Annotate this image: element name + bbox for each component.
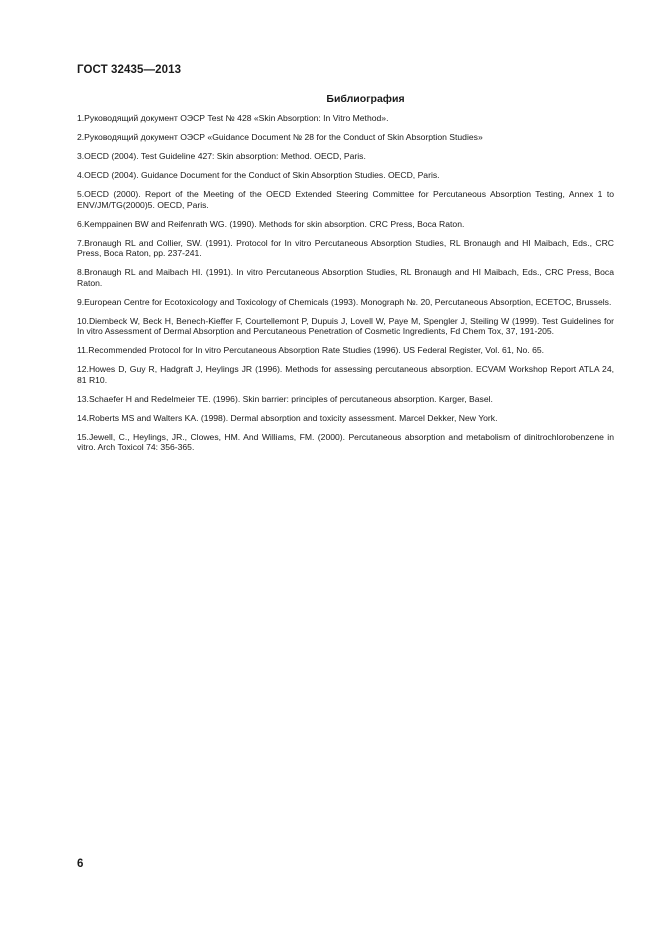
bibliography-entry: 6.Kemppainen BW and Reifenrath WG. (1990). Methods for skin absorption. CRC Press, Boca Raton. (77, 218, 465, 229)
bibliography-entry: 1.Руководящий документ ОЭСР Test № 428 «Skin Absorption: In Vitro Method». (77, 113, 389, 123)
bibliography-entry: 15.Jewell, C., Heylings, JR., Clowes, HM. And Williams, FM. (2000). Percutaneous absorption and metabolism of dinitrochlorobenzene in vitro. Arch Toxicol 74: 356-365. (77, 431, 614, 453)
page-number: 6 (77, 858, 84, 870)
bibliography-entry: 12.Howes D, Guy R, Hadgraft J, Heylings JR (1996). Methods for assessing percutaneous absorption. ECVAM Workshop Report ATLA 24, 81 R10. (77, 364, 614, 385)
bibliography-entry: 5.OECD (2000). Report of the Meeting of the OECD Extended Steering Committee for Percutaneous Absorption Testing, Annex 1 to ENV/JM/TG(2000)5. OECD, Paris. (77, 188, 614, 210)
bibliography-entry: 2.Руководящий документ ОЭСР «Guidance Document № 28 for the Conduct of Skin Absorption Studies» (77, 131, 483, 142)
bibliography-entry: 4.OECD (2004). Guidance Document for the Conduct of Skin Absorption Studies. OECD, Paris. (77, 169, 440, 180)
bibliography-entry: 11.Recommended Protocol for In vitro Percutaneous Absorption Rate Studies (1996). US Federal Register, Vol. 61, No. 65. (77, 345, 545, 356)
bibliography-entry: 10.Diembeck W, Beck H, Benech-Kieffer F, Courtellemont P, Dupuis J, Lovell W, Paye M, Spengler J, Steiling W (1999). Test Guidelines for In vitro Assessment of Dermal Absorption and Percutaneous Penetration of Cosmetic Ingredients, Fd Chem Tox, 37, 191-205. (77, 315, 614, 337)
bibliography-entry: 3.OECD (2004). Test Guideline 427: Skin absorption: Method. OECD, Paris. (77, 150, 366, 161)
bibliography-list (77, 113, 614, 461)
bibliography-entry: 14.Roberts MS and Walters KA. (1998). Dermal absorption and toxicity assessment. Marcel Dekker, New York. (77, 412, 498, 423)
bibliography-entry: 8.Bronaugh RL and Maibach HI. (1991). In vitro Percutaneous Absorption Studies, RL Bronaugh and HI Maibach, Eds., CRC Press, Boca Raton. (77, 267, 614, 288)
bibliography-entry: 9.European Centre for Ecotoxicology and Toxicology of Chemicals (1993). Monograph №. 20, Percutaneous Absorption, ECETOC, Brussels. (77, 296, 612, 307)
bibliography-entry: 13.Schaefer H and Redelmeier TE. (1996). Skin barrier: principles of percutaneous absorption. Karger, Basel. (77, 393, 493, 404)
bibliography-entry: 7.Bronaugh RL and Collier, SW. (1991). Protocol for In vitro Percutaneous Absorption Studies, RL Bronaugh and HI Maibach, Eds., CRC Press, Boca Raton, pp. 237-241. (77, 237, 614, 259)
bibliography-title: Библиография (326, 93, 405, 105)
document-header: ГОСТ 32435—2013 (77, 64, 182, 76)
